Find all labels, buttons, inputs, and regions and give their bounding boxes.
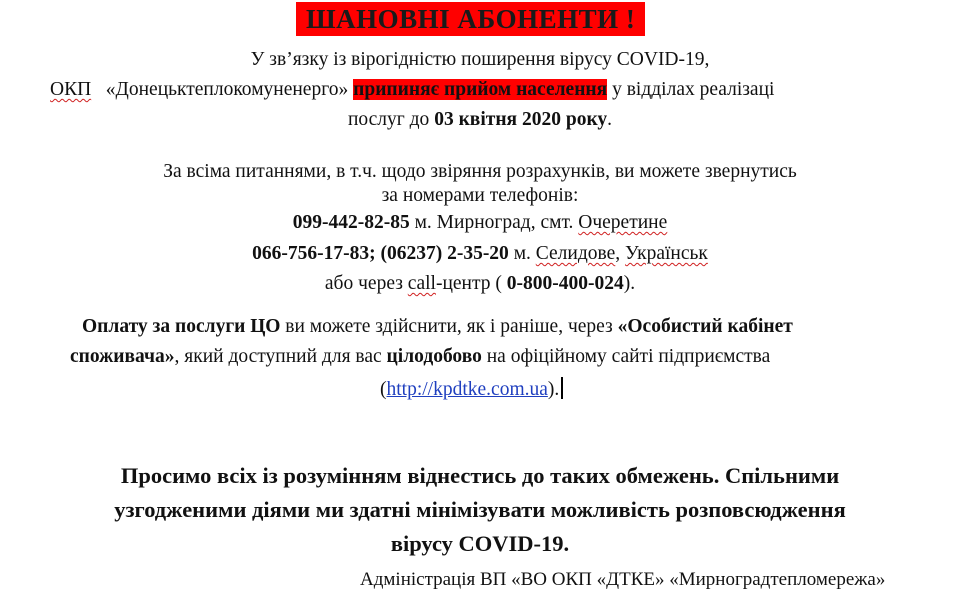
phone-number-2: 066-756-17-83; (06237) 2-35-20 [252,243,509,264]
around-the-clock: цілодобово [386,346,482,367]
website-link[interactable]: http://kpdtke.com.ua [386,379,548,400]
intro-line3-end: . [607,109,613,130]
intro-line-1: У зв’язку із вірогідністю поширення вірусу COVID-19, [250,49,710,70]
callcenter-mid: -центр ( [435,273,502,294]
paren-close: ). [547,379,560,400]
notice-title: ШАНОВНІ АБОНЕНТИ ! [296,2,645,36]
callcenter-pre: або через [324,273,403,294]
contacts-line-1: За всіма питаннями, в т.ч. щодо звіряння розрахунків, ви можете звернутись [163,161,797,182]
signature: Адміністрація ВП «ВО ОКП «ДТКЕ» «Мирноградтепломережа» [360,569,886,590]
callcenter-end: ). [623,273,636,294]
org-abbr: ОКП [50,79,92,100]
payment-text-1: ви можете здійснити, як і раніше, через [285,316,613,337]
callcenter-word: call [407,273,436,294]
payment-text-2: , який доступний для вас [174,346,382,367]
phone-number-1: 099-442-82-85 [292,212,410,233]
deadline-date: 03 квітня 2020 року [434,109,608,130]
phone2-city-1: Селидове [535,243,616,264]
phone1-town: Очеретине [578,212,668,233]
contacts-line-2: за номерами телефонів: [381,185,579,206]
phone-line-2 [0,242,960,266]
phone2-prefix: м. [513,243,531,264]
intro-line-3 [0,108,960,132]
phone1-places: м. Мирноград, смт. [414,212,574,233]
closing-line-2: узгодженими діями ми здатні мінімізувати можливість розповсюдження [114,497,846,522]
personal-cabinet-label: «Особистий кабінет [617,316,793,337]
callcenter-line [0,272,960,296]
paren-open: ( [380,379,387,400]
intro-tail: у відділах реалізаці [612,79,775,100]
closing-line-1: Просимо всіх із розумінням віднестись до таких обмежень. Спільними [120,463,840,488]
payment-line-2 [70,345,770,369]
phone2-city-2: Українськ [625,243,708,264]
service-stop-highlight: припиняє прийом населення [353,79,608,100]
callcenter-number: 0-800-400-024 [506,273,624,294]
payment-text-3: на офіційному сайті підприємства [486,346,771,367]
payment-line-3 [380,377,563,402]
phone-line-1 [0,211,960,235]
phone2-sep: , [615,243,621,264]
payment-line-1 [82,315,793,339]
personal-cabinet-label-2: споживача» [70,346,175,367]
payment-service: Оплату за послуги ЦО [82,316,281,337]
intro-line3-pre: послуг до [347,109,430,130]
text-caret [561,377,563,399]
intro-line-2 [50,78,774,102]
org-name: «Донецьктеплокомуненерго» [105,79,349,100]
closing-line-3: вірусу COVID-19. [390,531,570,556]
